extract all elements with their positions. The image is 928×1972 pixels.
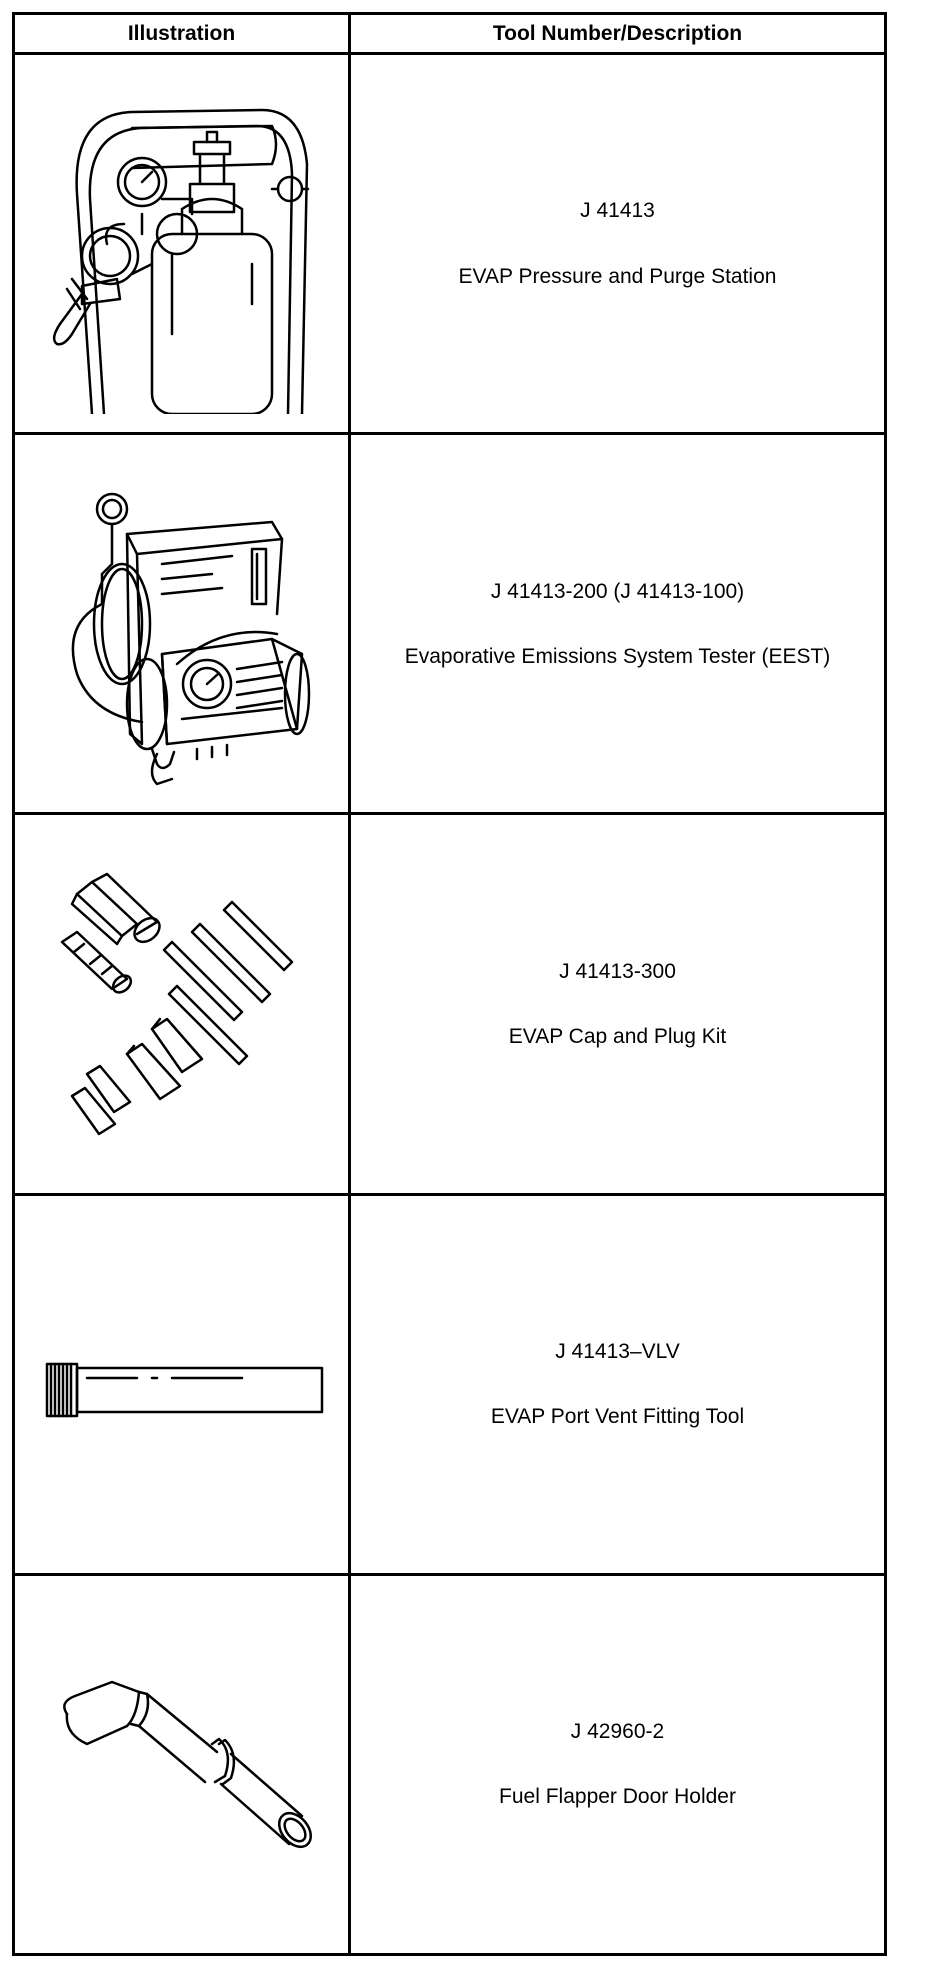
tool-number: J 41413–VLV — [555, 1339, 680, 1363]
description-cell — [350, 54, 886, 434]
description-cell — [350, 1194, 886, 1574]
illustration-cell — [14, 1194, 350, 1574]
tool-description: EVAP Pressure and Purge Station — [458, 264, 777, 288]
table-row — [14, 1574, 886, 1954]
table-row — [14, 434, 886, 814]
table-row — [14, 814, 886, 1194]
illustration-cell — [14, 54, 350, 434]
description-cell — [350, 1574, 886, 1954]
table-row — [14, 1194, 886, 1574]
tool-number: J 42960-2 — [570, 1720, 665, 1744]
cap-and-plug-kit-illustration — [32, 834, 332, 1174]
illustration-cell — [14, 814, 350, 1194]
tool-number: J 41413-200 (J 41413-100) — [490, 579, 745, 603]
illustration-header: Illustration — [14, 14, 350, 54]
table-row — [14, 54, 886, 434]
header-row — [14, 14, 886, 54]
illustration-cell — [14, 434, 350, 814]
evap-pressure-purge-station-illustration — [32, 74, 332, 414]
description-cell — [350, 814, 886, 1194]
tool-description: EVAP Port Vent Fitting Tool — [490, 1405, 745, 1429]
flapper-door-holder-illustration — [27, 1594, 337, 1934]
emissions-system-tester-illustration — [32, 454, 332, 794]
tool-number: J 41413-300 — [559, 959, 676, 983]
tool-description: Fuel Flapper Door Holder — [499, 1785, 736, 1809]
illustration-cell — [14, 1574, 350, 1954]
description-cell — [350, 434, 886, 814]
port-vent-fitting-tool-illustration — [27, 1214, 337, 1554]
description-header: Tool Number/Description — [350, 14, 886, 54]
special-tools-table — [12, 12, 887, 1956]
tool-description: Evaporative Emissions System Tester (EEST) — [404, 644, 831, 668]
tool-number: J 41413 — [580, 199, 655, 223]
tool-description: EVAP Cap and Plug Kit — [508, 1024, 727, 1048]
